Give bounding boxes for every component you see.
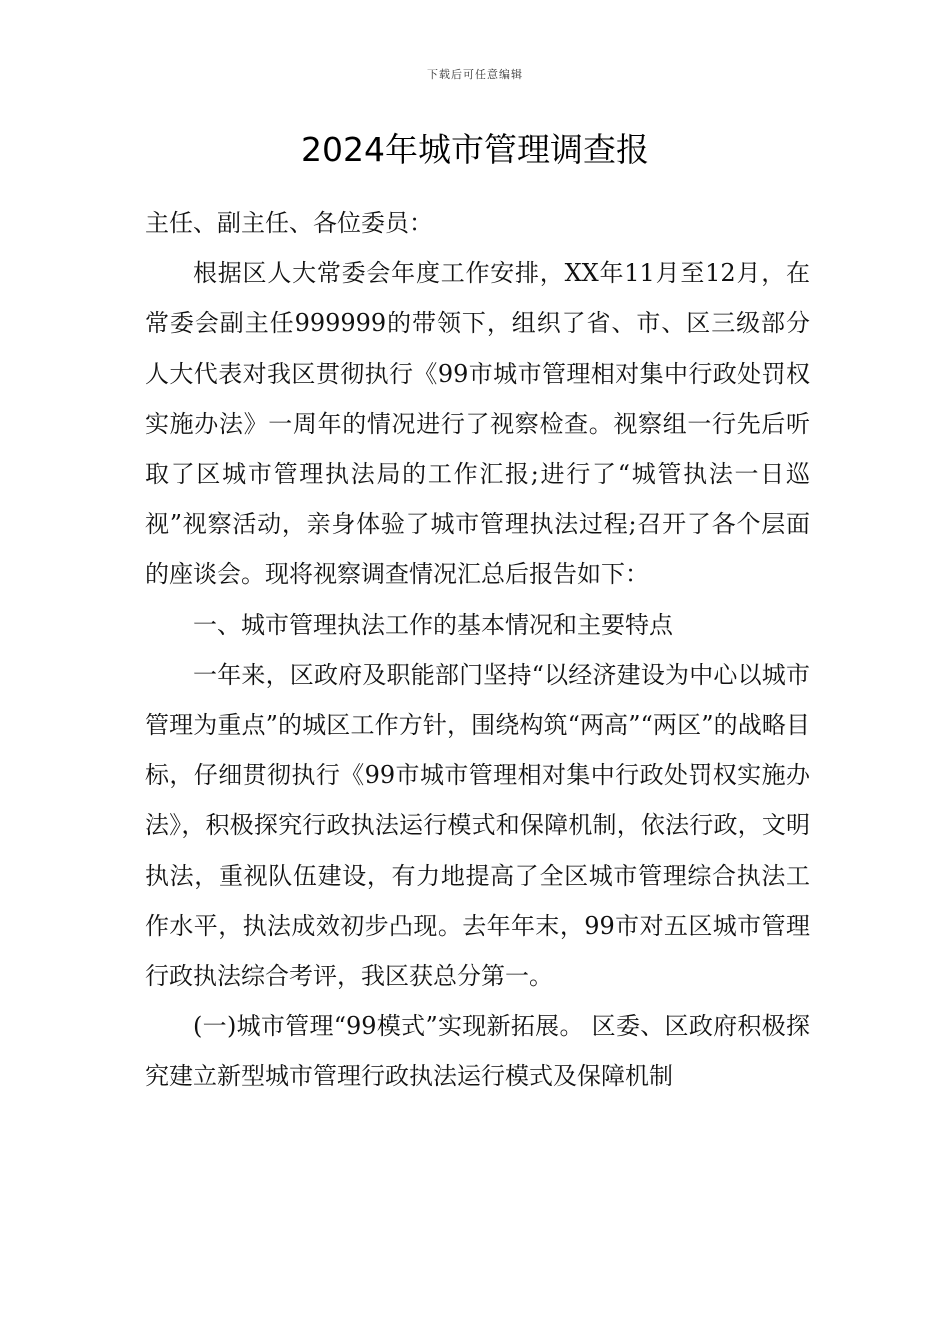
section-heading-1: 一、城市管理执法工作的基本情况和主要特点 bbox=[193, 610, 673, 639]
paragraph-intro: 根据区人大常委会年度工作安排，XX年11月至12月，在常委会副主任999999的带领下，组织了省、市、区三级部分人大代表对我区贯彻执行《99市城市管理相对集中行政处罚权实施办法》一周年的情况进行了视察检查。视察组一行先后听取了区城市管理执法局的工作汇报;进行了“城管执法一日巡视”视察活动，亲身体验了城市管理执法过程;召开了各个层面的座谈会。现将视察调查情况汇总后报告如下： bbox=[145, 259, 810, 589]
document-title: 2024年城市管理调查报 bbox=[301, 130, 649, 169]
paragraph-overview: 一年来，区政府及职能部门坚持“以经济建设为中心以城市管理为重点”的城区工作方针，围绕构筑“两高”“两区”的战略目标，仔细贯彻执行《99市城市管理相对集中行政处罚权实施办法》，积极探究行政执法运行模式和保障机制，依法行政，文明执法，重视队伍建设，有力地提高了全区城市管理综合执法工作水平，执法成效初步凸现。去年年末，99市对五区城市管理行政执法综合考评，我区获总分第一。 bbox=[145, 660, 810, 991]
subsection-heading-1: (一)城市管理“99模式”实现新拓展。 区委、区政府积极探究建立新型城市管理行政执法运行模式及保障机制 bbox=[145, 1012, 810, 1091]
salutation: 主任、副主任、各位委员： bbox=[145, 209, 433, 237]
document-body bbox=[145, 198, 810, 1102]
header-note: 下载后可任意编辑 bbox=[427, 68, 523, 81]
